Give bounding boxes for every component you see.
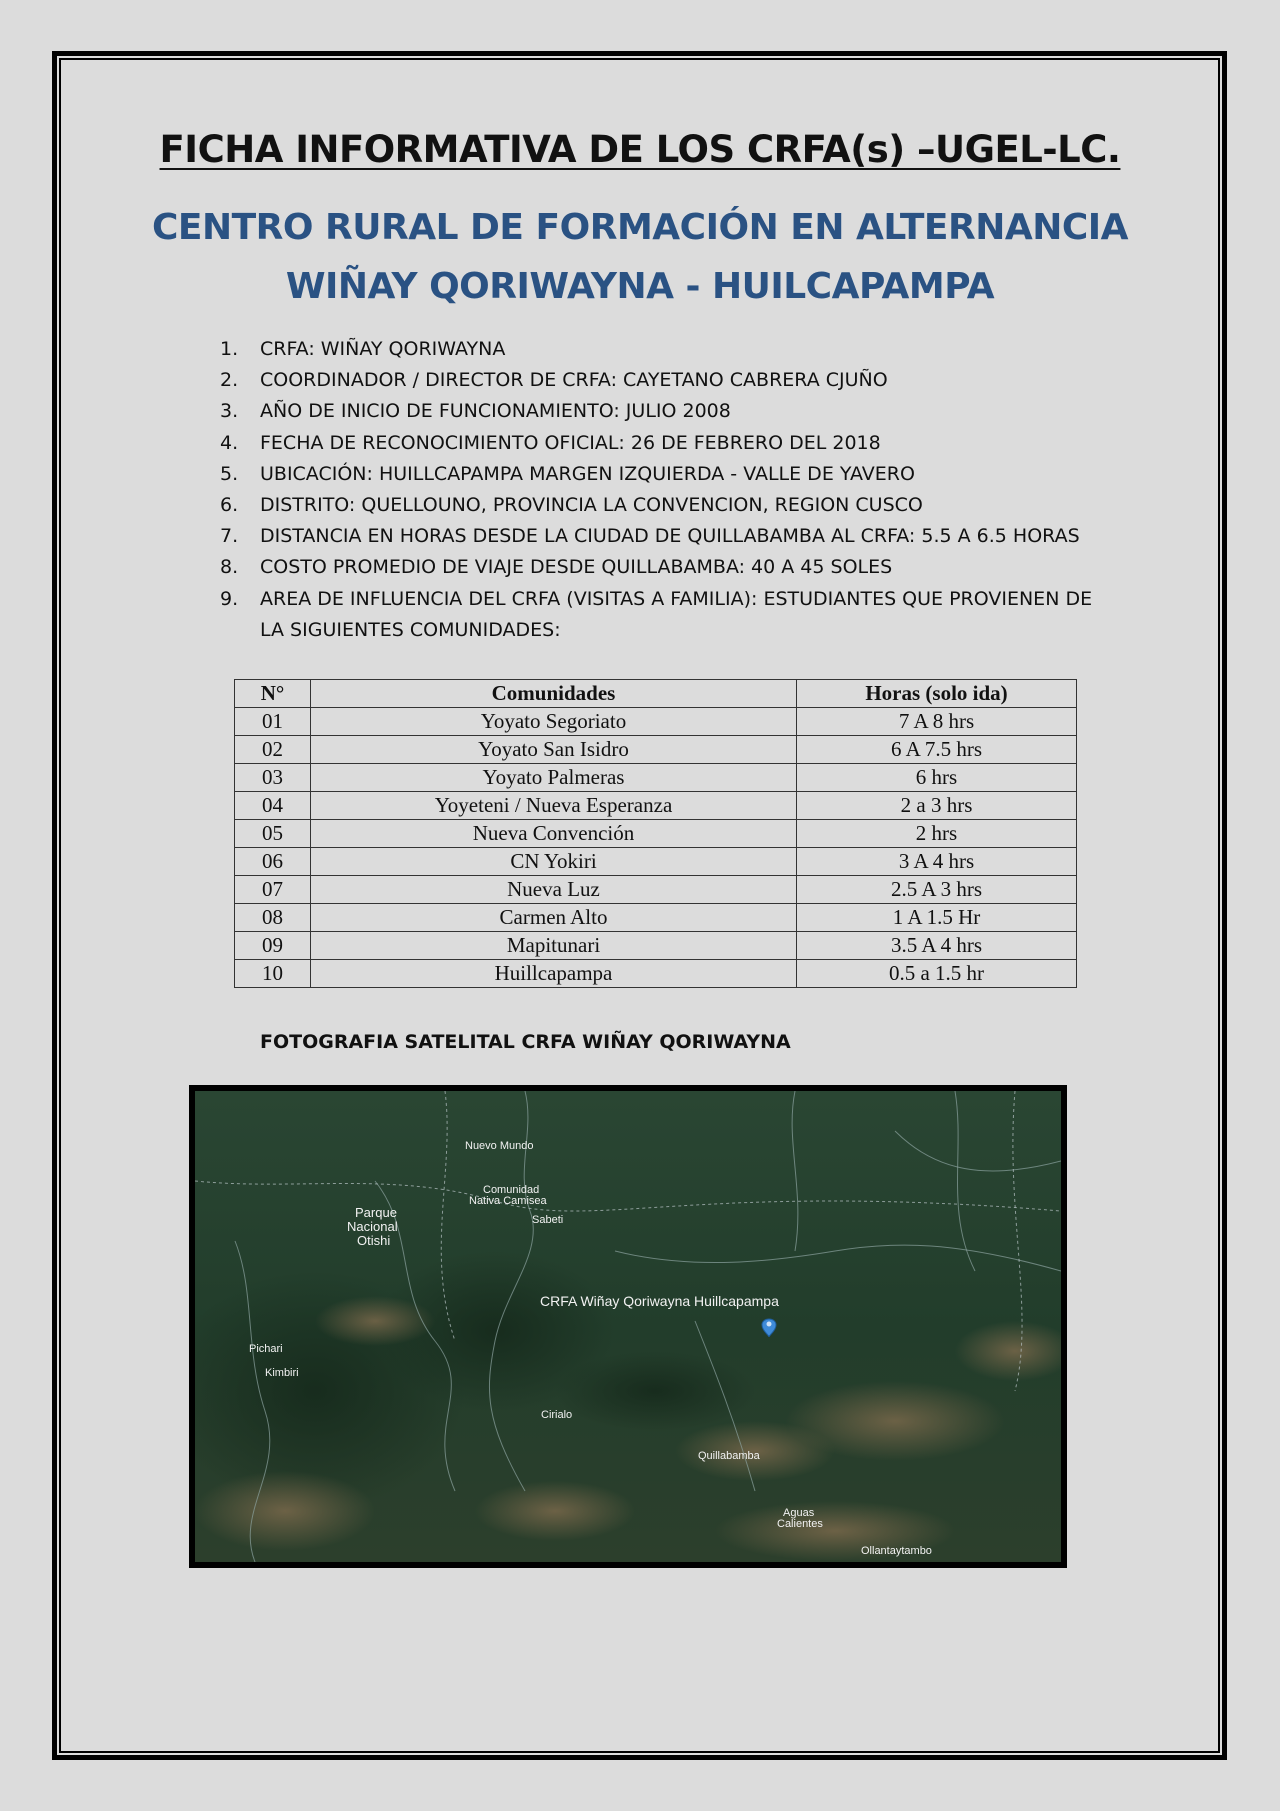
table-row — [235, 764, 1077, 792]
map-label-ollantaytambo: Ollantaytambo — [861, 1545, 932, 1557]
map-label-nativa-camisea: Nativa Camisea — [469, 1195, 547, 1207]
cell-hours: 6 hrs — [797, 764, 1077, 792]
info-list — [220, 334, 1120, 646]
map-label-crfa: CRFA Wiñay Qoriwayna Huillcapampa — [540, 1293, 779, 1309]
map-label-calientes: Calientes — [777, 1518, 823, 1530]
cell-number: 01 — [235, 708, 311, 736]
satellite-map — [189, 1085, 1067, 1568]
cell-number: 06 — [235, 848, 311, 876]
table-row — [235, 792, 1077, 820]
map-label-kimbiri: Kimbiri — [265, 1367, 299, 1379]
cell-community: Yoyato San Isidro — [311, 736, 797, 764]
map-label-quillabamba: Quillabamba — [698, 1450, 760, 1462]
cell-hours: 2 hrs — [797, 820, 1077, 848]
map-label-otishi: Otishi — [357, 1233, 391, 1248]
page-title: FICHA INFORMATIVA DE LOS CRFA(s) –UGEL-LC. — [159, 128, 1121, 171]
table-row — [235, 708, 1077, 736]
satellite-map-image — [195, 1091, 1061, 1562]
info-item: 1. CRFA: WIÑAY QORIWAYNA — [220, 338, 506, 360]
info-item: 7. DISTANCIA EN HORAS DESDE LA CIUDAD DE QUILLABAMBA AL CRFA: 5.5 A 6.5 HORAS — [220, 525, 1080, 548]
cell-hours: 2.5 A 3 hrs — [797, 876, 1077, 904]
info-item: 2. COORDINADOR / DIRECTOR DE CRFA: CAYETANO CABRERA CJUÑO — [220, 369, 888, 392]
cell-hours: 3 A 4 hrs — [797, 848, 1077, 876]
map-label-nacional: Nacional — [347, 1219, 398, 1234]
cell-community: CN Yokiri — [311, 848, 797, 876]
map-label-comunidad: Comunidad — [483, 1184, 540, 1196]
cell-hours: 0.5 a 1.5 hr — [797, 960, 1077, 988]
cell-hours: 6 A 7.5 hrs — [797, 736, 1077, 764]
cell-number: 10 — [235, 960, 311, 988]
cell-number: 08 — [235, 904, 311, 932]
cell-number: 09 — [235, 932, 311, 960]
header-communities: Comunidades — [311, 680, 797, 708]
cell-community: Carmen Alto — [311, 904, 797, 932]
table-header-row — [235, 680, 1077, 708]
cell-hours: 2 a 3 hrs — [797, 792, 1077, 820]
info-item: 3. AÑO DE INICIO DE FUNCIONAMIENTO: JULIO 2008 — [220, 400, 731, 423]
map-label-sabeti: Sabeti — [532, 1214, 564, 1226]
cell-number: 07 — [235, 876, 311, 904]
cell-number: 05 — [235, 820, 311, 848]
cell-number: 03 — [235, 764, 311, 792]
map-label-pichari: Pichari — [249, 1343, 283, 1355]
map-label-nuevo-mundo: Nuevo Mundo — [465, 1140, 534, 1152]
cell-hours: 1 A 1.5 Hr — [797, 904, 1077, 932]
table-row — [235, 876, 1077, 904]
subtitle-line-2: WIÑAY QORIWAYNA - HUILCAPAMPA — [285, 266, 995, 307]
info-item: 8. COSTO PROMEDIO DE VIAJE DESDE QUILLABAMBA: 40 A 45 SOLES — [220, 556, 893, 579]
map-label-cirialo: Cirialo — [541, 1409, 573, 1421]
cell-community: Yoyato Segoriato — [311, 708, 797, 736]
cell-number: 04 — [235, 792, 311, 820]
cell-community: Yoyeteni / Nueva Esperanza — [311, 792, 797, 820]
map-label-aguas: Aguas — [783, 1507, 815, 1519]
info-item: 9. AREA DE INFLUENCIA DEL CRFA (VISITAS A FAMILIA): ESTUDIANTES QUE PROVIENEN DE LA SIGUIENTES COMUNIDADES: — [220, 587, 1093, 641]
table-row — [235, 932, 1077, 960]
table-row — [235, 736, 1077, 764]
table-row — [235, 820, 1077, 848]
cell-number: 02 — [235, 736, 311, 764]
header-hours: Horas (solo ida) — [797, 680, 1077, 708]
cell-community: Huillcapampa — [311, 960, 797, 988]
photo-caption: FOTOGRAFIA SATELITAL CRFA WIÑAY QORIWAYNA — [260, 1031, 791, 1053]
communities-table — [234, 679, 1077, 988]
subtitle-line-1: CENTRO RURAL DE FORMACIÓN EN ALTERNANCIA — [151, 207, 1128, 248]
cell-community: Nueva Convención — [311, 820, 797, 848]
table-row — [235, 848, 1077, 876]
info-item: 5. UBICACIÓN: HUILLCAPAMPA MARGEN IZQUIERDA - VALLE DE YAVERO — [220, 462, 915, 485]
cell-hours: 3.5 A 4 hrs — [797, 932, 1077, 960]
table-row — [235, 904, 1077, 932]
table-row — [235, 960, 1077, 988]
map-label-parque: Parque — [355, 1205, 397, 1220]
info-item: 4. FECHA DE RECONOCIMIENTO OFICIAL: 26 DE FEBRERO DEL 2018 — [220, 431, 881, 454]
cell-community: Mapitunari — [311, 932, 797, 960]
cell-community: Nueva Luz — [311, 876, 797, 904]
info-item: 6. DISTRITO: QUELLOUNO, PROVINCIA LA CONVENCION, REGION CUSCO — [220, 494, 923, 517]
header-number: N° — [235, 680, 311, 708]
cell-hours: 7 A 8 hrs — [797, 708, 1077, 736]
cell-community: Yoyato Palmeras — [311, 764, 797, 792]
